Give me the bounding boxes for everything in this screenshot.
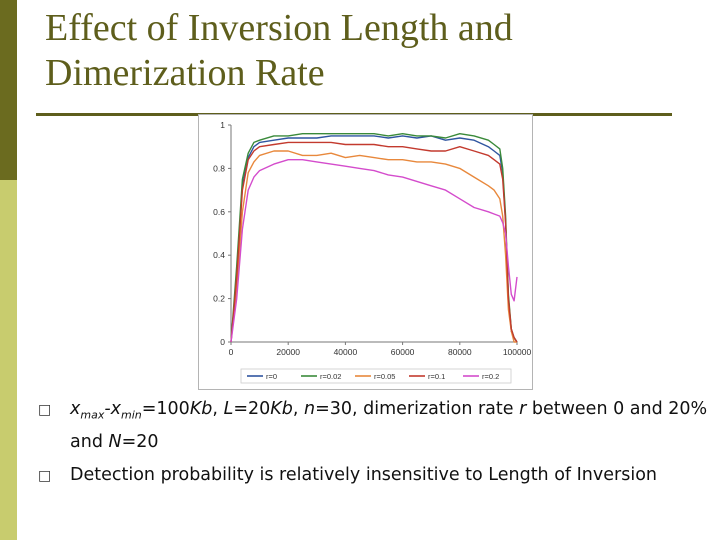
chart-image <box>198 114 533 390</box>
series-line-r-0-02 <box>231 134 517 342</box>
bullet-1-text: $x_{max}-x_{min}=100Kb$, L=20Kb, n=30, dimerization rate r between 0 and 20% and N=20 <box>70 399 708 452</box>
x-tick-label: 20000 <box>276 347 301 357</box>
slide-title-line1: Effect of Inversion Length and <box>45 7 513 49</box>
x-tick-label: 80000 <box>447 347 472 357</box>
line-chart <box>199 115 534 391</box>
bullet-marker-icon: □ <box>38 467 52 484</box>
sidebar-accent-light <box>0 180 17 540</box>
y-tick-label: 0.8 <box>213 163 225 174</box>
y-tick-label: 0 <box>220 337 225 347</box>
legend-label: r=0 <box>266 372 278 381</box>
series-line-r-0 <box>231 136 517 342</box>
legend-label: r=0.2 <box>482 372 500 381</box>
bullet-item-2 <box>38 462 708 489</box>
legend-label: r=0.02 <box>320 372 342 381</box>
series-line-r-0-2 <box>231 160 517 342</box>
y-tick-label: 0.4 <box>213 250 225 261</box>
series-line-r-0-05 <box>231 151 517 342</box>
bullet-2-text: Detection probability is relatively insensitive to Length of Inversion <box>70 464 657 485</box>
slide-title-line2: Dimerization Rate <box>45 52 325 94</box>
y-tick-label: 1 <box>220 120 225 130</box>
bullet-list <box>38 396 708 495</box>
x-tick-label: 40000 <box>333 347 358 357</box>
x-tick-label: 100000 <box>502 347 532 357</box>
bullet-item-1 <box>38 396 708 456</box>
series-line-r-0-1 <box>231 142 517 342</box>
slide-title <box>45 6 695 96</box>
bullet-marker-icon: □ <box>38 402 52 418</box>
y-tick-label: 0.2 <box>213 293 225 304</box>
sidebar-accent-dark <box>0 0 17 180</box>
x-tick-label: 0 <box>228 347 234 357</box>
legend-label: r=0.05 <box>374 372 396 381</box>
legend-label: r=0.1 <box>428 372 446 381</box>
y-tick-label: 0.6 <box>213 206 225 217</box>
x-tick-label: 60000 <box>390 347 415 357</box>
